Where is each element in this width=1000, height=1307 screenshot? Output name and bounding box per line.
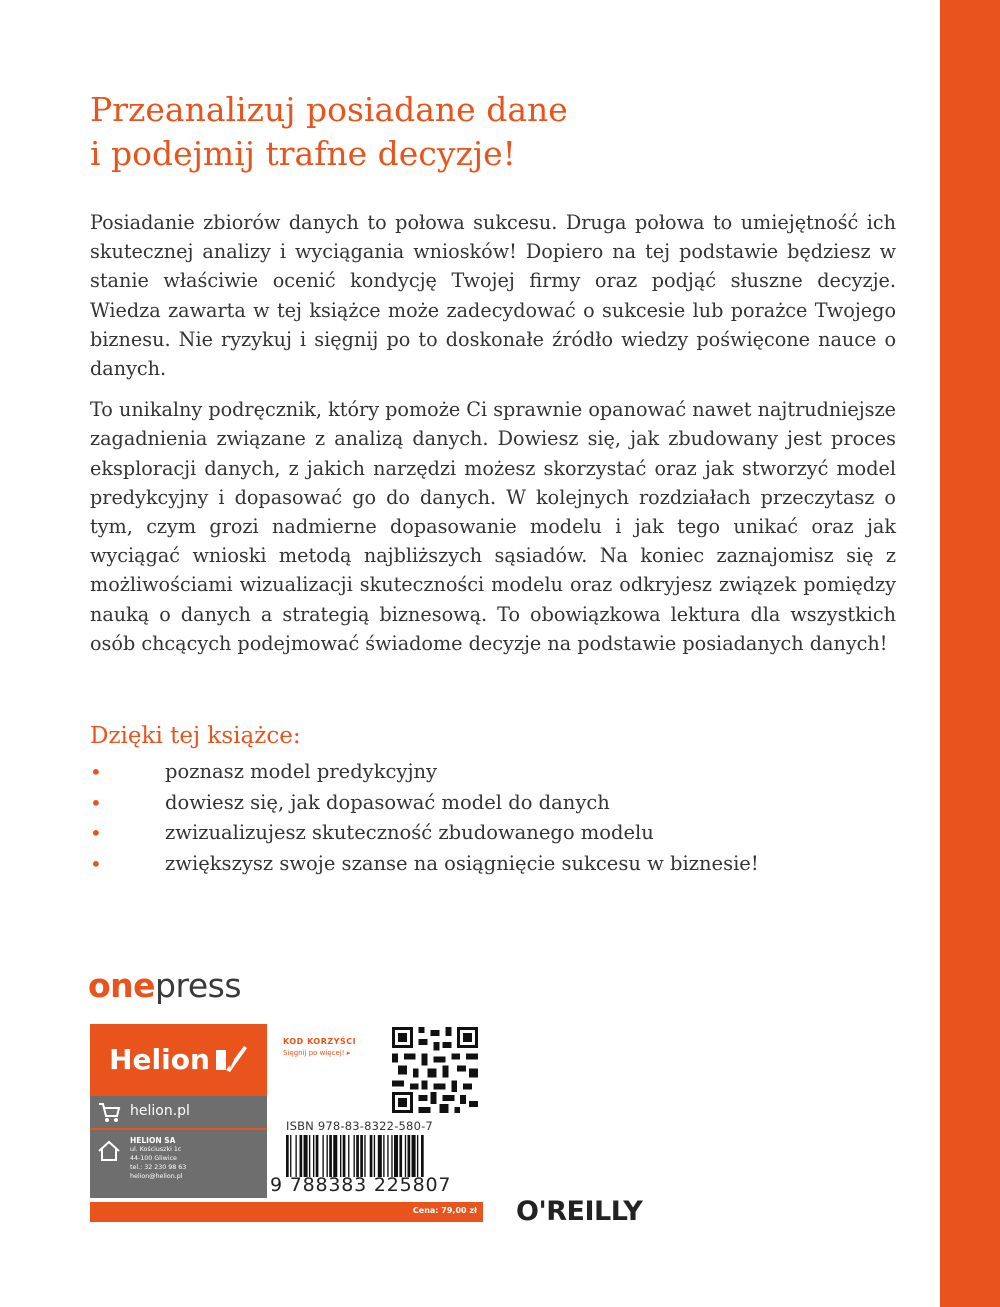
- onepress-logo-press: press: [155, 966, 242, 1005]
- helion-url: helion.pl: [130, 1103, 190, 1119]
- address-phone: tel.: 32 230 98 63: [130, 1164, 187, 1171]
- benefits-title: Dzięki tej książce:: [90, 723, 301, 749]
- helion-url-row: [90, 1096, 267, 1128]
- cart-icon: [96, 1099, 122, 1125]
- description-paragraph-2: To unikalny podręcznik, który pomoże Ci sprawnie opanować nawet najtrudniejsze zagadnienia związane z analizą danych. Dowiesz się, jak zbudowany jest proces eksploracji danych, z jakich narzędzi możesz skorzystać oraz jak stworzyć model predykcyjny i dopasować go do danych. W kolejnych rozdziałach przeczytasz o tym, czym grozi nadmierne dopasowanie modelu i jak tego unikać oraz jak wyciągać wnioski metodą najbliższych sąsiadów. Na koniec zaznajomisz się z możliwościami wizualizacji skuteczności modelu oraz odkryjesz związek pomiędzy nauką o danych a strategią biznesową. To obowiązkowa lektura dla wszystkich osób chcących podejmować świadome decyzje na podstawie posiadanych danych!: [90, 398, 896, 655]
- list-item-text: zwiększysz swoje szanse na osiągnięcie sukcesu w biznesie!: [165, 851, 759, 875]
- price-bar: [90, 1202, 483, 1222]
- helion-mark-icon: [214, 1044, 248, 1074]
- benefits-list: [90, 757, 870, 879]
- orange-side-stripe: [940, 0, 1000, 1307]
- list-item-text: poznasz model predykcyjny: [165, 760, 438, 783]
- barcode-number: 9 788383 225807: [270, 1174, 452, 1196]
- helion-address-row: [90, 1130, 267, 1198]
- list-item: [90, 849, 870, 880]
- list-item-text: dowiesz się, jak dopasować model do danych: [165, 790, 610, 814]
- helion-address: [130, 1136, 186, 1181]
- headline: [90, 88, 850, 176]
- price: Cena: 79,00 zł: [412, 1206, 477, 1215]
- onepress-logo: [88, 966, 241, 1006]
- list-item-text: zwizualizujesz skuteczność zbudowanego modelu: [165, 821, 654, 844]
- headline-line-1: Przeanalizuj posiadane dane: [90, 90, 568, 129]
- bullet-icon: •: [90, 790, 102, 815]
- company-name: HELION SA: [130, 1136, 176, 1145]
- kod-subtitle: Sięgnij po więcej! ▸: [283, 1049, 351, 1057]
- house-icon: [96, 1138, 122, 1164]
- description: [90, 208, 896, 670]
- address-city: 44-100 Gliwice: [130, 1155, 177, 1162]
- list-item: [90, 788, 870, 819]
- oreilly-logo: O'REILLY: [516, 1196, 643, 1227]
- bullet-icon: •: [90, 760, 102, 784]
- headline-line-2: i podejmij trafne decyzje!: [90, 134, 516, 173]
- qr-code-icon[interactable]: [392, 1027, 478, 1113]
- address-street: ul. Kościuszki 1c: [130, 1146, 182, 1153]
- onepress-logo-one: one: [88, 966, 156, 1005]
- helion-logo: [90, 1024, 267, 1094]
- isbn: ISBN 978-83-8322-580-7: [286, 1119, 433, 1133]
- barcode-icon: [286, 1135, 476, 1177]
- bullet-icon: •: [90, 821, 102, 845]
- address-email: helion@helion.pl: [130, 1173, 183, 1180]
- kod-title: KOD KORZYŚCI: [283, 1037, 357, 1046]
- bullet-icon: •: [90, 851, 102, 876]
- helion-box: [90, 1024, 267, 1198]
- list-item: [90, 757, 870, 788]
- list-item: [90, 818, 870, 849]
- helion-logo-text: Helion: [109, 1042, 210, 1076]
- kod-korzysci: [283, 1037, 356, 1057]
- description-paragraph-1: Posiadanie zbiorów danych to połowa sukcesu. Druga połowa to umiejętność ich skutecznej analizy i wyciągania wniosków! Dopiero na tej podstawie będziesz w stanie właściwie ocenić kondycję Twojej firmy oraz podjąć słuszne decyzje. Wiedza zawarta w tej książce może zadecydować o sukcesie lub porażce Twojego biznesu. Nie ryzykuj i sięgnij po to doskonałe źródło wiedzy poświęcone nauce o danych.: [90, 211, 896, 381]
